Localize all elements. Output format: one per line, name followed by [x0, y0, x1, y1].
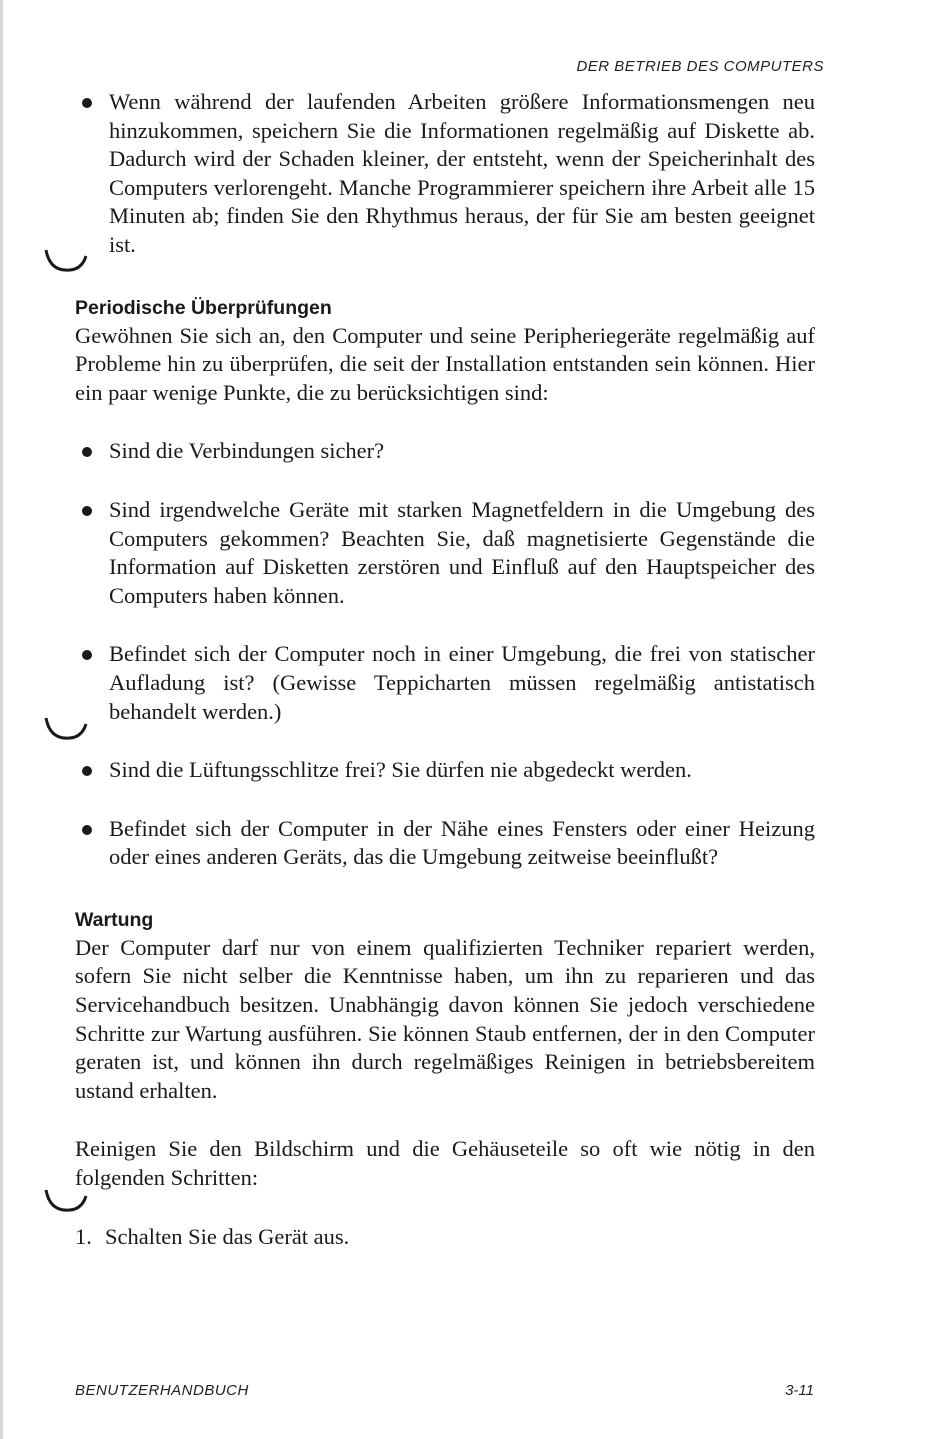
list-item-text: Wenn während der laufenden Arbeiten größere Informationsmengen neu hinzukommen, speichern Sie die Informationen regelmäßig auf Diskette ab. Dadurch wird der Schaden kleiner, der entsteht, wenn der Speicherinhalt des Computers verlorengeht. Manche Programmierer speichern ihre Arbeit alle 15 Minuten ab; finden Sie den Rhythmus heraus, der für Sie am besten geeignet ist. [109, 89, 815, 257]
paragraph: Reinigen Sie den Bildschirm und die Gehäuseteile so oft wie nötig in den folgenden Schritten: [75, 1136, 815, 1191]
list-item-text: Sind die Verbindungen sicher? [109, 438, 385, 464]
page-number: 3-11 [785, 1382, 814, 1399]
section-heading-periodic: Periodische Überprüfungen [75, 296, 332, 319]
bullet-icon [82, 98, 92, 108]
step-number: 1. [75, 1223, 92, 1249]
section-heading-maintenance: Wartung [75, 908, 154, 931]
list-item-text: Sind irgendwelche Geräte mit starken Magnetfeldern in die Umgebung des Computers gekommen? Beachten Sie, daß magnetisierte Gegenstände die Information auf Disketten zerstören und Einfluß auf den Hauptspeicher des Computers haben können. [109, 496, 815, 608]
list-item-text: Befindet sich der Computer noch in einer Umgebung, die frei von statischer Aufladung ist? (Gewisse Teppicharten müssen regelmäßig antistatisch behandelt werden.) [109, 641, 815, 724]
list-item-text: Befindet sich der Computer in der Nähe eines Fensters oder einer Heizung oder eines anderen Geräts, das die Umgebung zeitweise beeinflußt? [109, 815, 815, 870]
page-edge-shadow [0, 0, 3, 1439]
running-head: DER BETRIEB DES COMPUTERS [576, 58, 824, 75]
bullet-icon [82, 825, 92, 835]
main-content [75, 88, 815, 1251]
numbered-step [75, 1223, 815, 1252]
footer-title: BENUTZERHANDBUCH [75, 1382, 249, 1399]
bullet-icon [82, 506, 92, 516]
list-item [75, 437, 815, 466]
bullet-icon [82, 766, 92, 776]
list-item [75, 640, 815, 726]
bullet-icon [82, 650, 92, 660]
list-item [75, 88, 815, 260]
paragraph: Der Computer darf nur von einem qualifizierten Techniker repariert werden, sofern Sie nicht selber die Kenntnisse haben, um ihn zu reparieren und das Servicehandbuch besitzen. Unabhängig davon können Sie jedoch verschiedene Schritte zur Wartung ausführen. Sie können Staub entfernen, der in den Computer geraten ist, und können ihn durch regelmäßiges Reinigen in betriebsbereitem ustand erhalten. [75, 934, 815, 1103]
list-item [75, 815, 815, 872]
list-item-text: Sind die Lüftungsschlitze frei? Sie dürfen nie abgedeckt werden. [109, 757, 692, 783]
step-text: Schalten Sie das Gerät aus. [105, 1223, 350, 1249]
paragraph: Gewöhnen Sie sich an, den Computer und seine Peripheriegeräte regelmäßig auf Probleme hin zu überprüfen, die seit der Installation entstanden sein können. Hier ein paar wenige Punkte, die zu berücksichtigen sind: [75, 322, 815, 405]
list-item [75, 756, 815, 785]
list-item [75, 496, 815, 610]
bullet-icon [82, 447, 92, 457]
